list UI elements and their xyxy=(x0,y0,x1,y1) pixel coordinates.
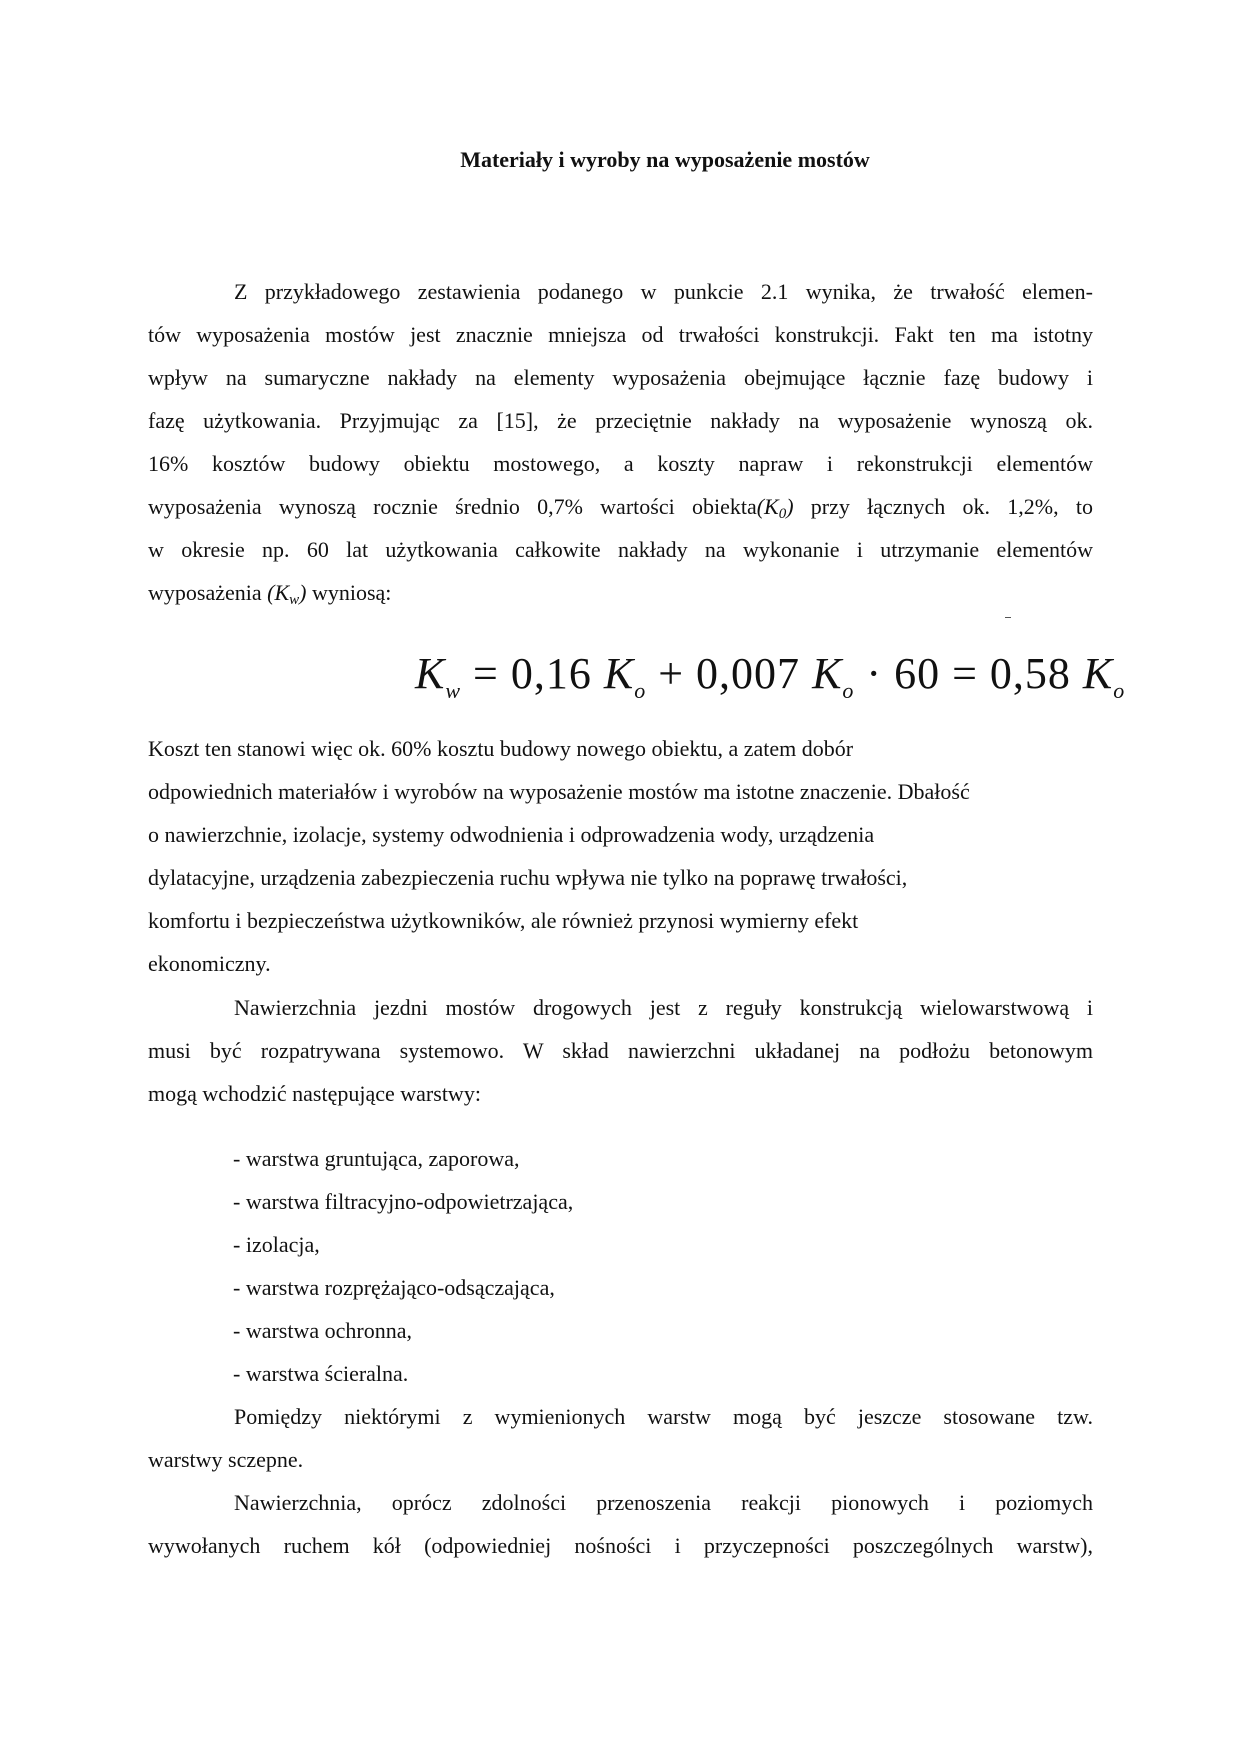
formula-text: + 0,007 xyxy=(646,649,813,698)
symbol-paren: ) xyxy=(299,580,307,605)
text-line: wpływ na sumaryczne nakłady na elementy wyposażenia obejmujące łącznie fazę budowy i xyxy=(148,365,1093,390)
paragraph-5 xyxy=(148,1481,1093,1567)
symbol-paren: ) xyxy=(786,494,794,519)
symbol-letter: (K xyxy=(267,580,290,605)
formula-sub: o xyxy=(842,678,855,703)
symbol-letter: (K xyxy=(756,494,779,519)
text-line xyxy=(148,571,1093,614)
paragraph-2 xyxy=(148,727,1093,985)
formula-var: K xyxy=(1082,649,1114,698)
text-line: dylatacyjne, urządzenia zabezpieczenia ruchu wpływa nie tylko na poprawę trwałości, xyxy=(148,865,908,890)
symbol-kw xyxy=(267,580,307,608)
formula xyxy=(415,648,1125,704)
symbol-subscript: w xyxy=(289,592,300,608)
paragraph-4 xyxy=(148,1395,1093,1481)
stray-mark xyxy=(1005,617,1011,618)
formula-var: K xyxy=(415,649,446,698)
list-item: - warstwa filtracyjno-odpowietrzająca, xyxy=(233,1189,574,1214)
formula-var: K xyxy=(812,649,843,698)
layer-list xyxy=(233,1137,573,1395)
text-fragment: przy łącznych ok. 1,2%, to xyxy=(793,494,1093,519)
formula-sub: o xyxy=(1113,678,1126,703)
text-line: musi być rozpatrywana systemowo. W skład nawierzchni układanej na podłożu betonowym xyxy=(148,1038,1093,1063)
text-line: mogą wchodzić następujące warstwy: xyxy=(148,1081,481,1106)
text-line: Z przykładowego zestawienia podanego w punkcie 2.1 wynika, że trwałość elemen- xyxy=(234,279,1093,304)
formula-sub: w xyxy=(445,678,462,703)
text-line: ekonomiczny. xyxy=(148,951,271,976)
document-title: Materiały i wyroby na wyposażenie mostów xyxy=(460,147,870,172)
text-line: Pomiędzy niektórymi z wymienionych warstw mogą być jeszcze stosowane tzw. xyxy=(234,1404,1093,1429)
text-line: 16% kosztów budowy obiektu mostowego, a koszty napraw i rekonstrukcji elementów xyxy=(148,451,1093,476)
text-line: Koszt ten stanowi więc ok. 60% kosztu budowy nowego obiektu, a zatem dobór xyxy=(148,736,854,761)
text-line xyxy=(148,485,1093,528)
text-line: Nawierzchnia jezdni mostów drogowych jest z reguły konstrukcją wielowarstwową i xyxy=(234,995,1093,1020)
text-line: tów wyposażenia mostów jest znacznie mniejsza od trwałości konstrukcji. Fakt ten ma istotny xyxy=(148,322,1093,347)
list-item: - izolacja, xyxy=(233,1232,320,1257)
text-line: fazę użytkowania. Przyjmując za [15], że przeciętnie nakłady na wyposażenie wynoszą ok. xyxy=(148,408,1093,433)
formula-var: K xyxy=(603,649,635,698)
paragraph-1 xyxy=(148,270,1093,614)
list-item: - warstwa ścieralna. xyxy=(233,1361,409,1386)
list-item: - warstwa gruntująca, zaporowa, xyxy=(233,1146,520,1171)
text-line: w okresie np. 60 lat użytkowania całkowite nakłady na wykonanie i utrzymanie elementów xyxy=(148,537,1093,562)
text-line: wywołanych ruchem kół (odpowiedniej nośności i przyczepności poszczególnych warstw), xyxy=(148,1533,1093,1558)
text-fragment: wyposażenia xyxy=(148,580,268,605)
list-item: - warstwa ochronna, xyxy=(233,1318,412,1343)
list-item: - warstwa rozprężająco-odsączająca, xyxy=(233,1275,555,1300)
text-fragment: wyposażenia wynoszą rocznie średnio 0,7% wartości obiekta xyxy=(148,494,757,519)
formula-text: = 0,16 xyxy=(461,649,604,698)
text-line: Nawierzchnia, oprócz zdolności przenoszenia reakcji pionowych i poziomych xyxy=(234,1490,1093,1515)
text-line: komfortu i bezpieczeństwa użytkowników, ale również przynosi wymierny efekt xyxy=(148,908,859,933)
symbol-subscript: 0 xyxy=(778,506,787,522)
formula-sub: o xyxy=(634,678,647,703)
text-line: warstwy sczepne. xyxy=(148,1447,304,1472)
formula-text: · 60 = 0,58 xyxy=(854,649,1083,698)
text-line: odpowiednich materiałów i wyrobów na wyposażenie mostów ma istotne znaczenie. Dbałość xyxy=(148,779,970,804)
text-fragment: wyniosą: xyxy=(306,580,392,605)
text-line: o nawierzchnie, izolacje, systemy odwodnienia i odprowadzenia wody, urządzenia xyxy=(148,822,875,847)
symbol-k0 xyxy=(756,494,794,522)
paragraph-3 xyxy=(148,986,1093,1115)
